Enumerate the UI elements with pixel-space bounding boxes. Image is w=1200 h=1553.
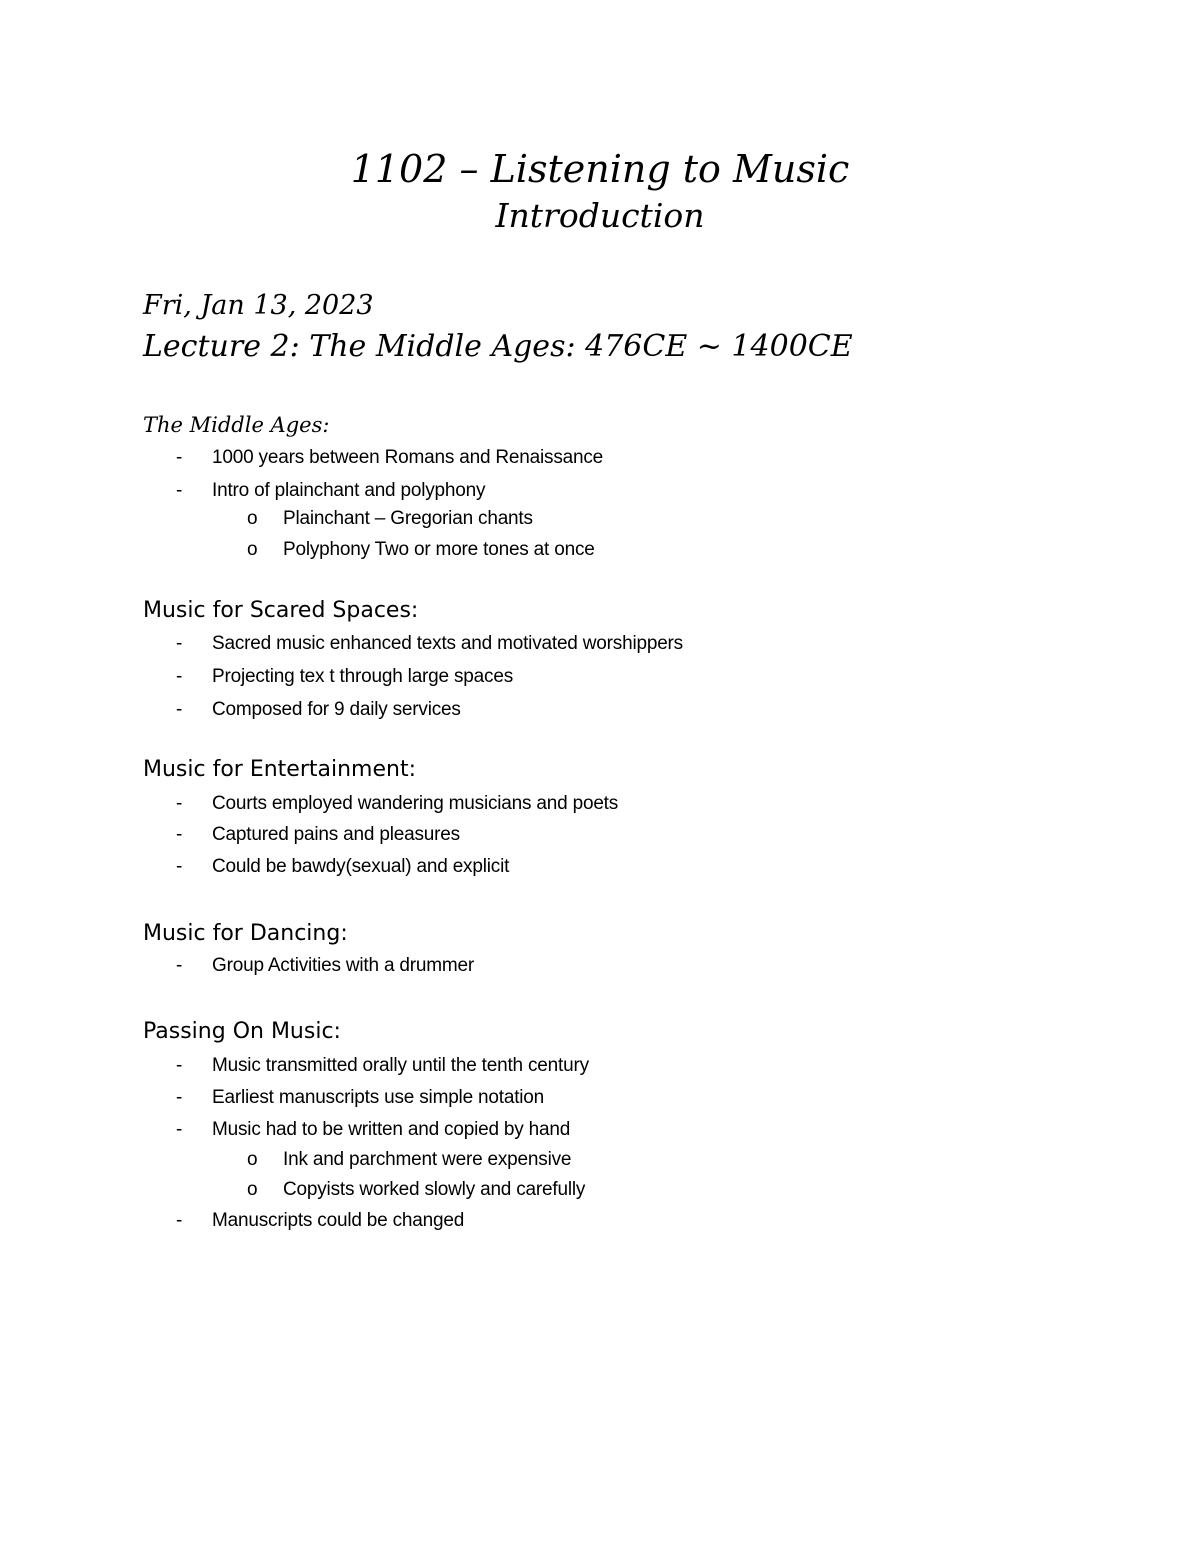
sub-list-item: Plainchant – Gregorian chants xyxy=(283,508,533,529)
circle-bullet: o xyxy=(247,539,258,560)
list-item: Captured pains and pleasures xyxy=(212,824,460,845)
list-item: Intro of plainchant and polyphony xyxy=(212,480,486,501)
section-heading-dancing: Music for Dancing: xyxy=(143,921,348,946)
list-item: Courts employed wandering musicians and poets xyxy=(212,793,619,814)
document-subtitle: Introduction xyxy=(495,196,705,235)
section-heading-passing: Passing On Music: xyxy=(143,1019,341,1044)
dash-bullet: - xyxy=(176,1055,183,1076)
sub-list-item: Polyphony Two or more tones at once xyxy=(283,539,595,560)
dash-bullet: - xyxy=(176,666,183,687)
document-title: 1102 – Listening to Music xyxy=(350,147,850,191)
dash-bullet: - xyxy=(176,633,183,654)
lecture-title: Lecture 2: The Middle Ages: 476CE ~ 1400CE xyxy=(143,329,853,364)
dash-bullet: - xyxy=(176,1210,183,1231)
list-item: Earliest manuscripts use simple notation xyxy=(212,1087,545,1108)
circle-bullet: o xyxy=(247,508,258,529)
dash-bullet: - xyxy=(176,824,183,845)
circle-bullet: o xyxy=(247,1179,258,1200)
dash-bullet: - xyxy=(176,447,183,468)
list-item: Music had to be written and copied by hand xyxy=(212,1119,571,1140)
section-heading-sacred: Music for Scared Spaces: xyxy=(143,598,419,623)
circle-bullet: o xyxy=(247,1149,258,1170)
list-item: Music transmitted orally until the tenth century xyxy=(212,1055,589,1076)
dash-bullet: - xyxy=(176,793,183,814)
dash-bullet: - xyxy=(176,1119,183,1140)
dash-bullet: - xyxy=(176,699,183,720)
sub-list-item: Copyists worked slowly and carefully xyxy=(283,1179,586,1200)
dash-bullet: - xyxy=(176,955,183,976)
dash-bullet: - xyxy=(176,856,183,877)
list-item: Composed for 9 daily services xyxy=(212,699,461,720)
list-item: Sacred music enhanced texts and motivated worshippers xyxy=(212,633,683,654)
list-item: Group Activities with a drummer xyxy=(212,955,474,976)
list-item: Manuscripts could be changed xyxy=(212,1210,465,1231)
list-item: Could be bawdy(sexual) and explicit xyxy=(212,856,510,877)
list-item: Projecting tex t through large spaces xyxy=(212,666,513,687)
sub-list-item: Ink and parchment were expensive xyxy=(283,1149,572,1170)
lecture-date: Fri, Jan 13, 2023 xyxy=(143,290,374,321)
dash-bullet: - xyxy=(176,1087,183,1108)
section-heading-entertainment: Music for Entertainment: xyxy=(143,757,416,782)
section-heading-middle-ages: The Middle Ages: xyxy=(143,413,330,437)
dash-bullet: - xyxy=(176,480,183,501)
list-item: 1000 years between Romans and Renaissance xyxy=(212,447,604,468)
